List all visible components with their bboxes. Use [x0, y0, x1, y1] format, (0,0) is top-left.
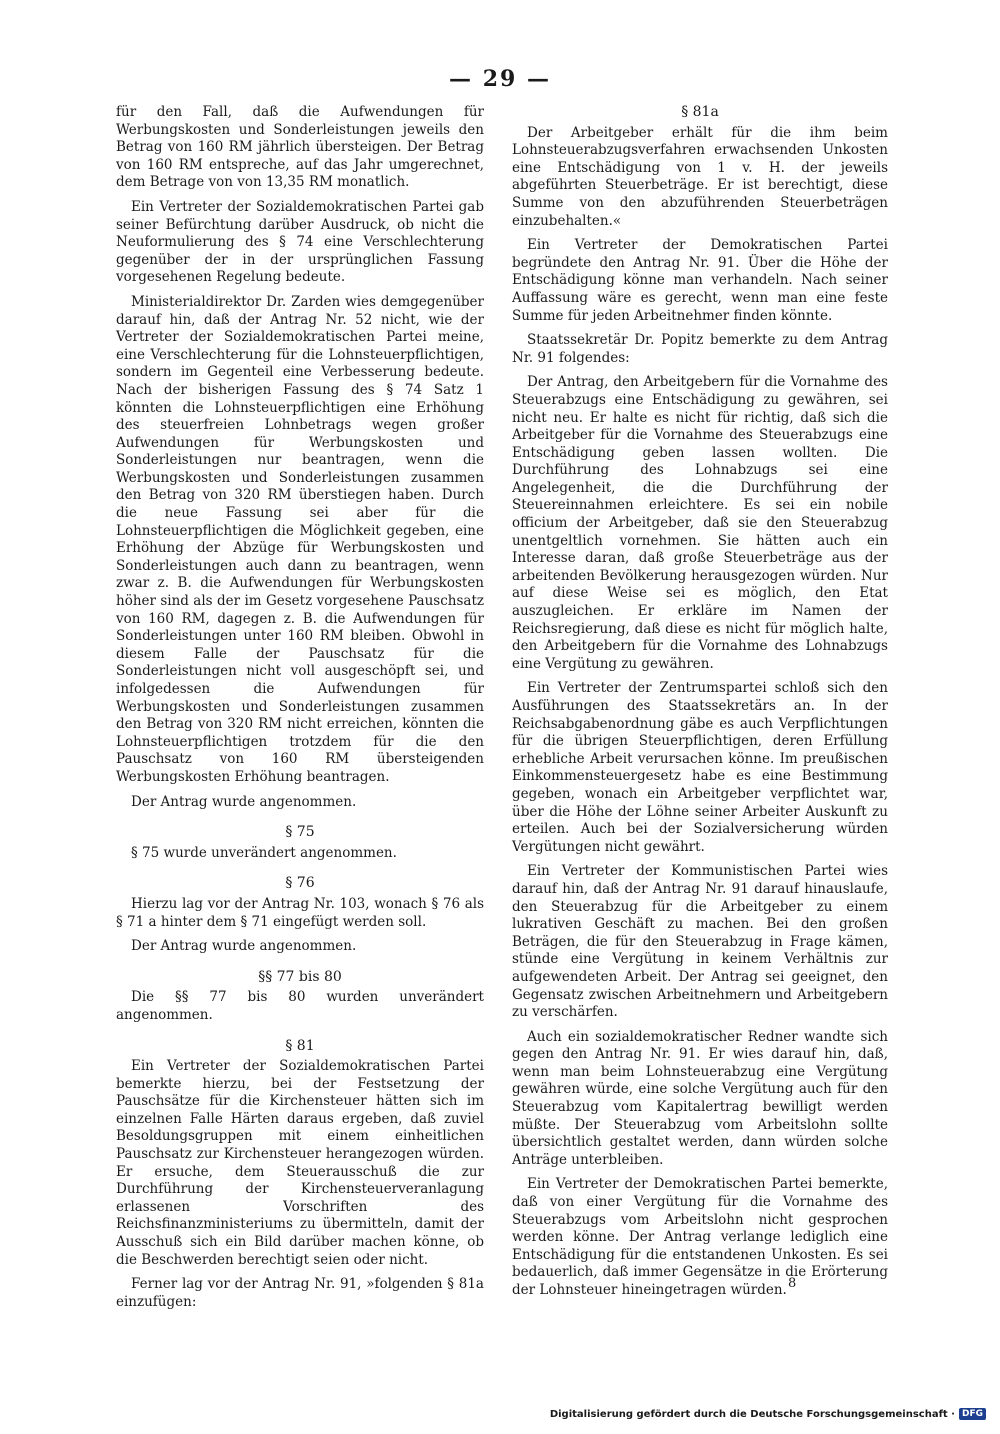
paragraph: Staatssekretär Dr. Popitz bemerkte zu dem Antrag Nr. 91 folgendes: — [512, 332, 888, 366]
dfg-logo-icon: DFG — [959, 1408, 986, 1420]
left-column — [116, 104, 484, 1318]
digitization-footer — [550, 1408, 986, 1420]
paragraph: Der Antrag wurde angenommen. — [131, 938, 357, 955]
paragraph: Ein Vertreter der Demokratischen Partei begründete den Antrag Nr. 91. Über die Höhe der Entschädigung könne man verhandeln. Nach seiner Auffassung wäre es gerecht, wenn man eine feste Summe für jeden Arbeitnehmer finden könnte. — [512, 237, 888, 324]
paragraph: Hierzu lag vor der Antrag Nr. 103, wonach § 76 als § 71 a hinter dem § 71 eingefügt werden soll. — [116, 895, 484, 930]
paragraph: Der Arbeitgeber erhält für die ihm beim Lohnsteuerabzugsverfahren erwachsenden Unkosten eine Entschädigung von 1 v. H. der jeweils abgeführten Steuerbeträge. Er ist berechtigt, diese Summe von den abzuführenden Steuerbeträgen einzubehalten.« — [512, 124, 888, 229]
paragraph: Ministerialdirektor Dr. Zarden wies demgegenüber darauf hin, daß der Antrag Nr. 52 nicht, wie der Vertreter der Sozialdemokratischen Partei meine, eine Verschlechterung für die Lohnsteuerpflichtigen, sondern im Gegenteil eine Verbesserung bedeute. Nach der bisherigen Fassung des § 74 Satz 1 könnten die Lohnsteuerpflichtigen eine Erhöhung des steuerfreien Lohnbetrags wegen großer Aufwendungen für Werbungskosten und Sonderleistungen nur beantragen, wenn die Werbungskosten und Sonderleistungen zusammen den Betrag von 320 RM überstiegen haben. Durch die neue Fassung sei aber für die Lohnsteuerpflichtigen die Möglichkeit gegeben, eine Erhöhung der Abzüge für Werbungskosten und Sonderleistungen auch dann zu beantragen, wenn zwar z. B. die Aufwendungen für Werbungskosten höher sind als der im Gesetz vorgesehene Pauschsatz von 160 RM, dagegen z. B. die Aufwendungen für Sonderleistungen unter 160 RM bleiben. Obwohl in diesem Falle der Pauschsatz für die Sonderleistungen nicht voll ausgeschöpft sei, und infolgedessen die Aufwendungen für Werbungskosten und Sonderleistungen zusammen den Betrag von 320 RM nicht erreichen, könnten die Lohnsteuerpflichtigen trotzdem für die den Pauschsatz von 160 RM übersteigenden Werbungskosten Erhöhung beantragen. — [116, 293, 484, 785]
section-heading: § 81a — [681, 104, 719, 120]
right-column — [512, 104, 888, 1307]
paragraph: Ein Vertreter der Zentrumspartei schloß sich den Ausführungen des Staatssekretärs an. In der Reichsabgabenordnung gäbe es auch Verpflichtungen für die übrigen Steuerpflichtigen, deren Erfüllung erhebliche Arbeit verursachen könne. Im preußischen Einkommensteuergesetz habe es eine Bestimmung gegeben, wonach ein Arbeitgeber verpflichtet war, über die Höhe der Löhne seiner Arbeiter Auskunft zu erteilen. Auch bei der Sozialversicherung würden Vergütungen nicht gewährt. — [512, 680, 888, 855]
section-heading: § 76 — [285, 875, 315, 892]
paragraph: für den Fall, daß die Aufwendungen für Werbungskosten und Sonderleistungen jeweils den Betrag von 160 RM jährlich übersteigen. Der Betrag von 160 RM entspreche, auf das Jahr umgerechnet, dem Betrage von von 13,35 RM monatlich. — [116, 104, 484, 191]
paragraph: Ferner lag vor der Antrag Nr. 91, »folgenden § 81a einzufügen: — [116, 1276, 484, 1310]
paragraph: Auch ein sozialdemokratischer Redner wandte sich gegen den Antrag Nr. 91. Er wies darauf hin, daß, wenn man beim Lohnsteuerabzug eine Vergütung gewähren würde, eine solche Vergütung auch für den Steuerabzug vom Kapitalertrag bewilligt werden müßte. Der Steuerabzug vom Arbeitslohn sollte übersichtlich gestaltet werden, dann würden solche Anträge unterbleiben. — [512, 1028, 888, 1168]
paragraph: Die §§ 77 bis 80 wurden unverändert angenommen. — [116, 989, 484, 1023]
section-heading: § 81 — [285, 1037, 315, 1054]
paragraph: Ein Vertreter der Sozialdemokratischen Partei bemerkte hierzu, bei der Festsetzung der Pauschsätze für die Kirchensteuer hätten sich im einzelnen Falle Härten daraus ergeben, daß zuviel Besoldungsgruppen mit einem einheitlichen Pauschsatz zur Kirchensteuer herangezogen würden. Er ersuche, dem Steuerausschuß die zur Durchführung der Kirchensteuerveranlagung erlassenen Vorschriften des Reichsfinanzministeriums zu übermitteln, damit der Ausschuß sich ein Bild darüber machen könne, ob die Beschwerden berechtigt seien oder nicht. — [116, 1058, 484, 1268]
paragraph: Ein Vertreter der Demokratischen Partei bemerkte, daß von einer Vergütung für die Vornahme des Steuerabzugs vom Arbeitslohn nicht gesprochen werden könne. Der Antrag verlange lediglich eine Entschädigung für die entstandenen Unkosten. Es sei bedauerlich, daß immer Gegensätze in die Erörterung der Lohnsteuer hineingetragen würden. — [512, 1176, 888, 1298]
paragraph: Ein Vertreter der Kommunistischen Partei wies darauf hin, daß der Antrag Nr. 91 darauf hinauslaufe, den Steuerabzug für die Arbeitgeber zu einem lukrativen Geschäft zu machen. Bei den großen Beträgen, die für den Steuerabzug in Frage kämen, stünde eine Vergütung in keinem Verhältnis zur aufgewendeten Arbeit. Der Antrag sei geeignet, den Gegensatz zwischen Arbeitnehmern und Arbeitgebern zu verschärfen. — [512, 863, 888, 1021]
section-heading: §§ 77 bis 80 — [258, 968, 342, 985]
section-heading: § 75 — [285, 824, 315, 841]
paragraph: Der Antrag wurde angenommen. — [131, 793, 357, 810]
page-number: — 29 — — [449, 66, 551, 92]
paragraph: Der Antrag, den Arbeitgebern für die Vornahme des Steuerabzugs eine Entschädigung zu gewähren, sei nicht neu. Er halte es nicht für richtig, daß sich die Arbeitgeber für die Vornahme des Steuerabzugs eine Entschädigung geben lassen wollten. Die Durchführung des Lohnabzugs sei eine Angelegenheit, die die Durchführung der Steuereinnahmen erleichtere. Es sei ein nobile officium der Arbeitgeber, daß sie den Steuerabzug unentgeltlich vornehmen. Sie hätten auch ein Interesse daran, daß große Steuerbeträge aus der arbeitenden Bevölkerung herausgezogen würden. Nur auf diese Weise sei es möglich, den Etat auszugleichen. Er erkläre im Namen der Reichsregierung, daß diese es nicht für möglich halte, den Arbeitgebern für die Vornahme des Lohnabzugs eine Vergütung zu gewähren. — [512, 374, 888, 672]
paragraph: § 75 wurde unverändert angenommen. — [131, 844, 397, 861]
sheet-mark: 8 — [788, 1276, 797, 1291]
footer-text: Digitalisierung gefördert durch die Deutsche Forschungsgemeinschaft · — [549, 1408, 955, 1420]
paragraph: Ein Vertreter der Sozialdemokratischen Partei gab seiner Befürchtung darüber Ausdruck, ob nicht die Neuformulierung des § 74 eine Verschlechterung gegenüber der in der ursprünglichen Fassung vorgesehenen Regelung bedeute. — [116, 198, 484, 286]
